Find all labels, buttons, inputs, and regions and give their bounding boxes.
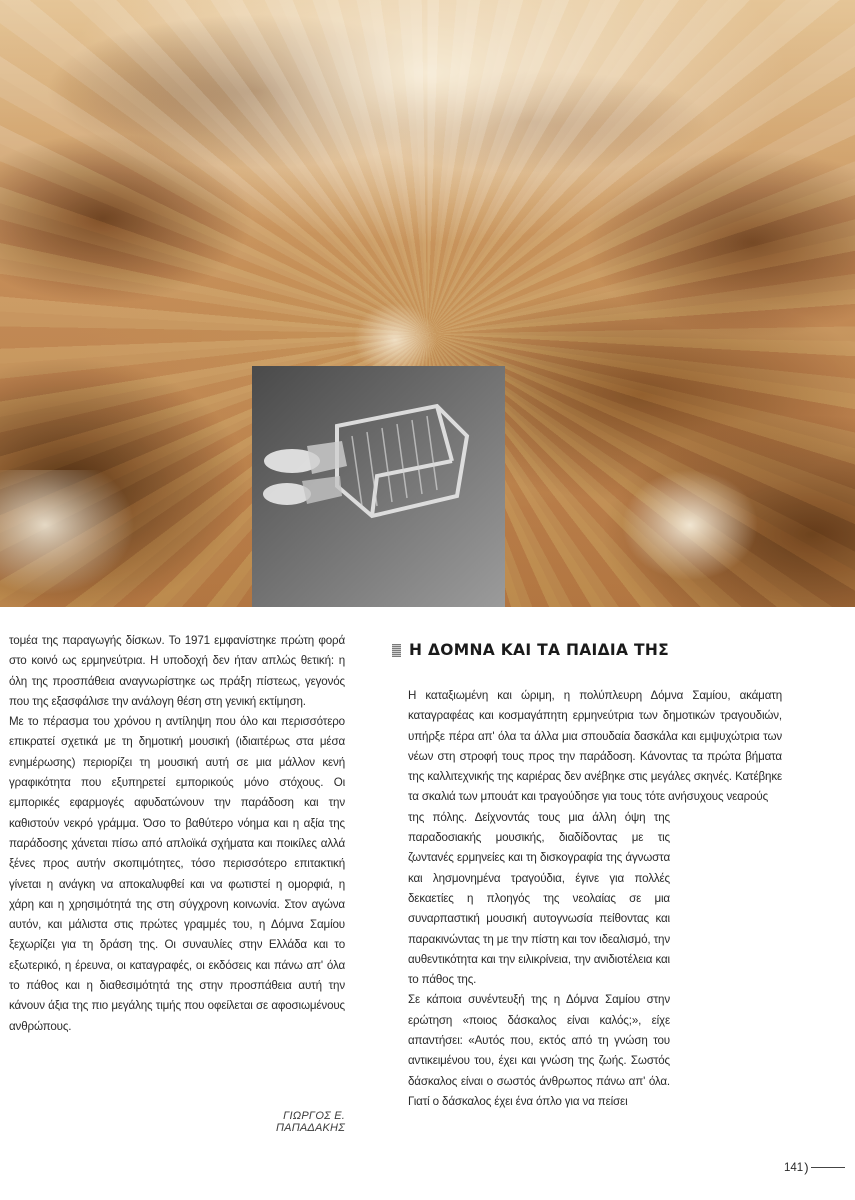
left-column	[9, 631, 345, 1037]
right-paragraph-2: Σε κάποια συνέντευξή της η Δόμνα Σαμίου στην ερώτηση «ποιος δάσκαλος είναι καλός;», είχε απαντήσει: «Αυτός που, εκτός από τη γνώση του αντικειμένου του, έχει και γνώση της ζωής. Σωστός δάσκαλος είναι ο σωστός άνθρωπος πάνω απ' όλα. Γιατί ο δάσκαλος έχει ένα όπλο για να πείσει	[408, 993, 670, 1108]
page-number-text: 141	[784, 1161, 804, 1174]
heading-marker-icon	[392, 644, 401, 657]
left-paragraph-2: Με το πέρασμα του χρόνου η αντίληψη που όλο και περισσότερο επικρατεί σχετικά με τη δημοτική μουσική (ιδιαιτέρως στα μέσα ενημέρωσης) περιορίζει τη μουσική αυτή σε μια μάλλον κενή γραφικότητα που εξυπηρετεί εμπορικούς μόνο στόχους. Οι εμπορικές εφαρμογές αφυδατώνουν την παράδοση και την καθιστούν νεκρό γράμμα. Όσο το βαθύτερο νόημα και η αξία της παράδοσης χάνεται πίσω από απλοϊκά σχήματα και ποικίλες αλλά ξένες προς αυτήν σκοπιμότητες, τόσο περισσότερο επιτακτική γίνεται η ανάγκη να αποκαλυφθεί και να φωτιστεί η ομορφιά, η χάρη και η χρησιμότητά της στη σύγχρονη κοινωνία. Στον αγώνα αυτόν, και μάλιστα στις πρώτες γραμμές του, η Δόμνα Σαμίου ξεχωρίζει για τη δράση της. Οι συναυλίες στην Ελλάδα και το εξωτερικό, η έρευνα, οι καταγραφές, οι εκδόσεις και πάνω απ' όλα το πάθος και η διαθεσιμότητά της στην προσπάθεια αυτή την κάνουν άξια της πιο μεγάλης τιμής που οφείλεται σε αφοσιωμένους ανθρώπους.	[9, 715, 345, 1033]
section-heading	[392, 641, 669, 659]
chair-figure-illustration	[252, 366, 505, 607]
photo-highlight-right	[610, 460, 770, 590]
inset-photo	[252, 366, 505, 607]
page-number-rule	[811, 1167, 845, 1168]
right-paragraph-1-wide: Η καταξιωμένη και ώριμη, η πολύπλευρη Δόμνα Σαμίου, ακάματη καταγραφέας και κοσμαγάπητη ερμηνεύτρια των δημοτικών τραγουδιών, υπήρξε πέρα απ' όλα τα άλλα μια σπουδαία δασκάλα και εμψυχώτρια των νέων στη στροφή τους προς την παράδοση. Κάνοντας τα πρώτα βήματα της καλλιτεχνικής της καριέρας δεν ανέβηκε στις μεγάλες σκηνές. Κατέβηκε τα σκαλιά των μπουάτ και τραγούδησε για τους τότε ανήσυχους νεαρούς	[408, 689, 782, 804]
right-paragraph-1-narrow: της πόλης. Δείχνοντάς τους μια άλλη όψη της παραδοσιακής μουσικής, διαδίδοντας με τις ζωντανές ερμηνείες και τη δισκογραφία της άγνωστα και λησμονημένα τραγούδια, έγινε για πολλές δεκαετίες η πλοηγός της νεολαίας σε μια συναρπαστική μουσική αυτογνωσία πείθοντας και παρακινώντας τη με την πίστη και τον ιδεαλισμό, την αυθεντικότητα και την ειλικρίνεια, την ανιδιοτέλεια και το πάθος της.	[408, 810, 670, 987]
photo-highlight-left	[0, 470, 150, 607]
section-title: Η ΔΟΜΝΑ ΚΑΙ ΤΑ ΠΑΙΔΙΑ ΤΗΣ	[409, 641, 669, 659]
page-number	[784, 1160, 845, 1175]
author-signature: ΓΙΩΡΓΟΣ Ε. ΠΑΠΑΔΑΚΗΣ	[275, 1110, 345, 1134]
right-column	[408, 686, 782, 1112]
page-number-bracket-icon: )	[804, 1160, 809, 1175]
left-paragraph-1: τομέα της παραγωγής δίσκων. Το 1971 εμφανίστηκε πρώτη φορά στο κοινό ως ερμηνεύτρια. Η υποδοχή δεν ήταν απλώς θετική: η όλη της προσπάθεια αναγνωρίστηκε ως πράξη πίστεως, γεγονός που της εξασφάλισε την ανάλογη θέση στη γενική εκτίμηση.	[9, 634, 345, 708]
